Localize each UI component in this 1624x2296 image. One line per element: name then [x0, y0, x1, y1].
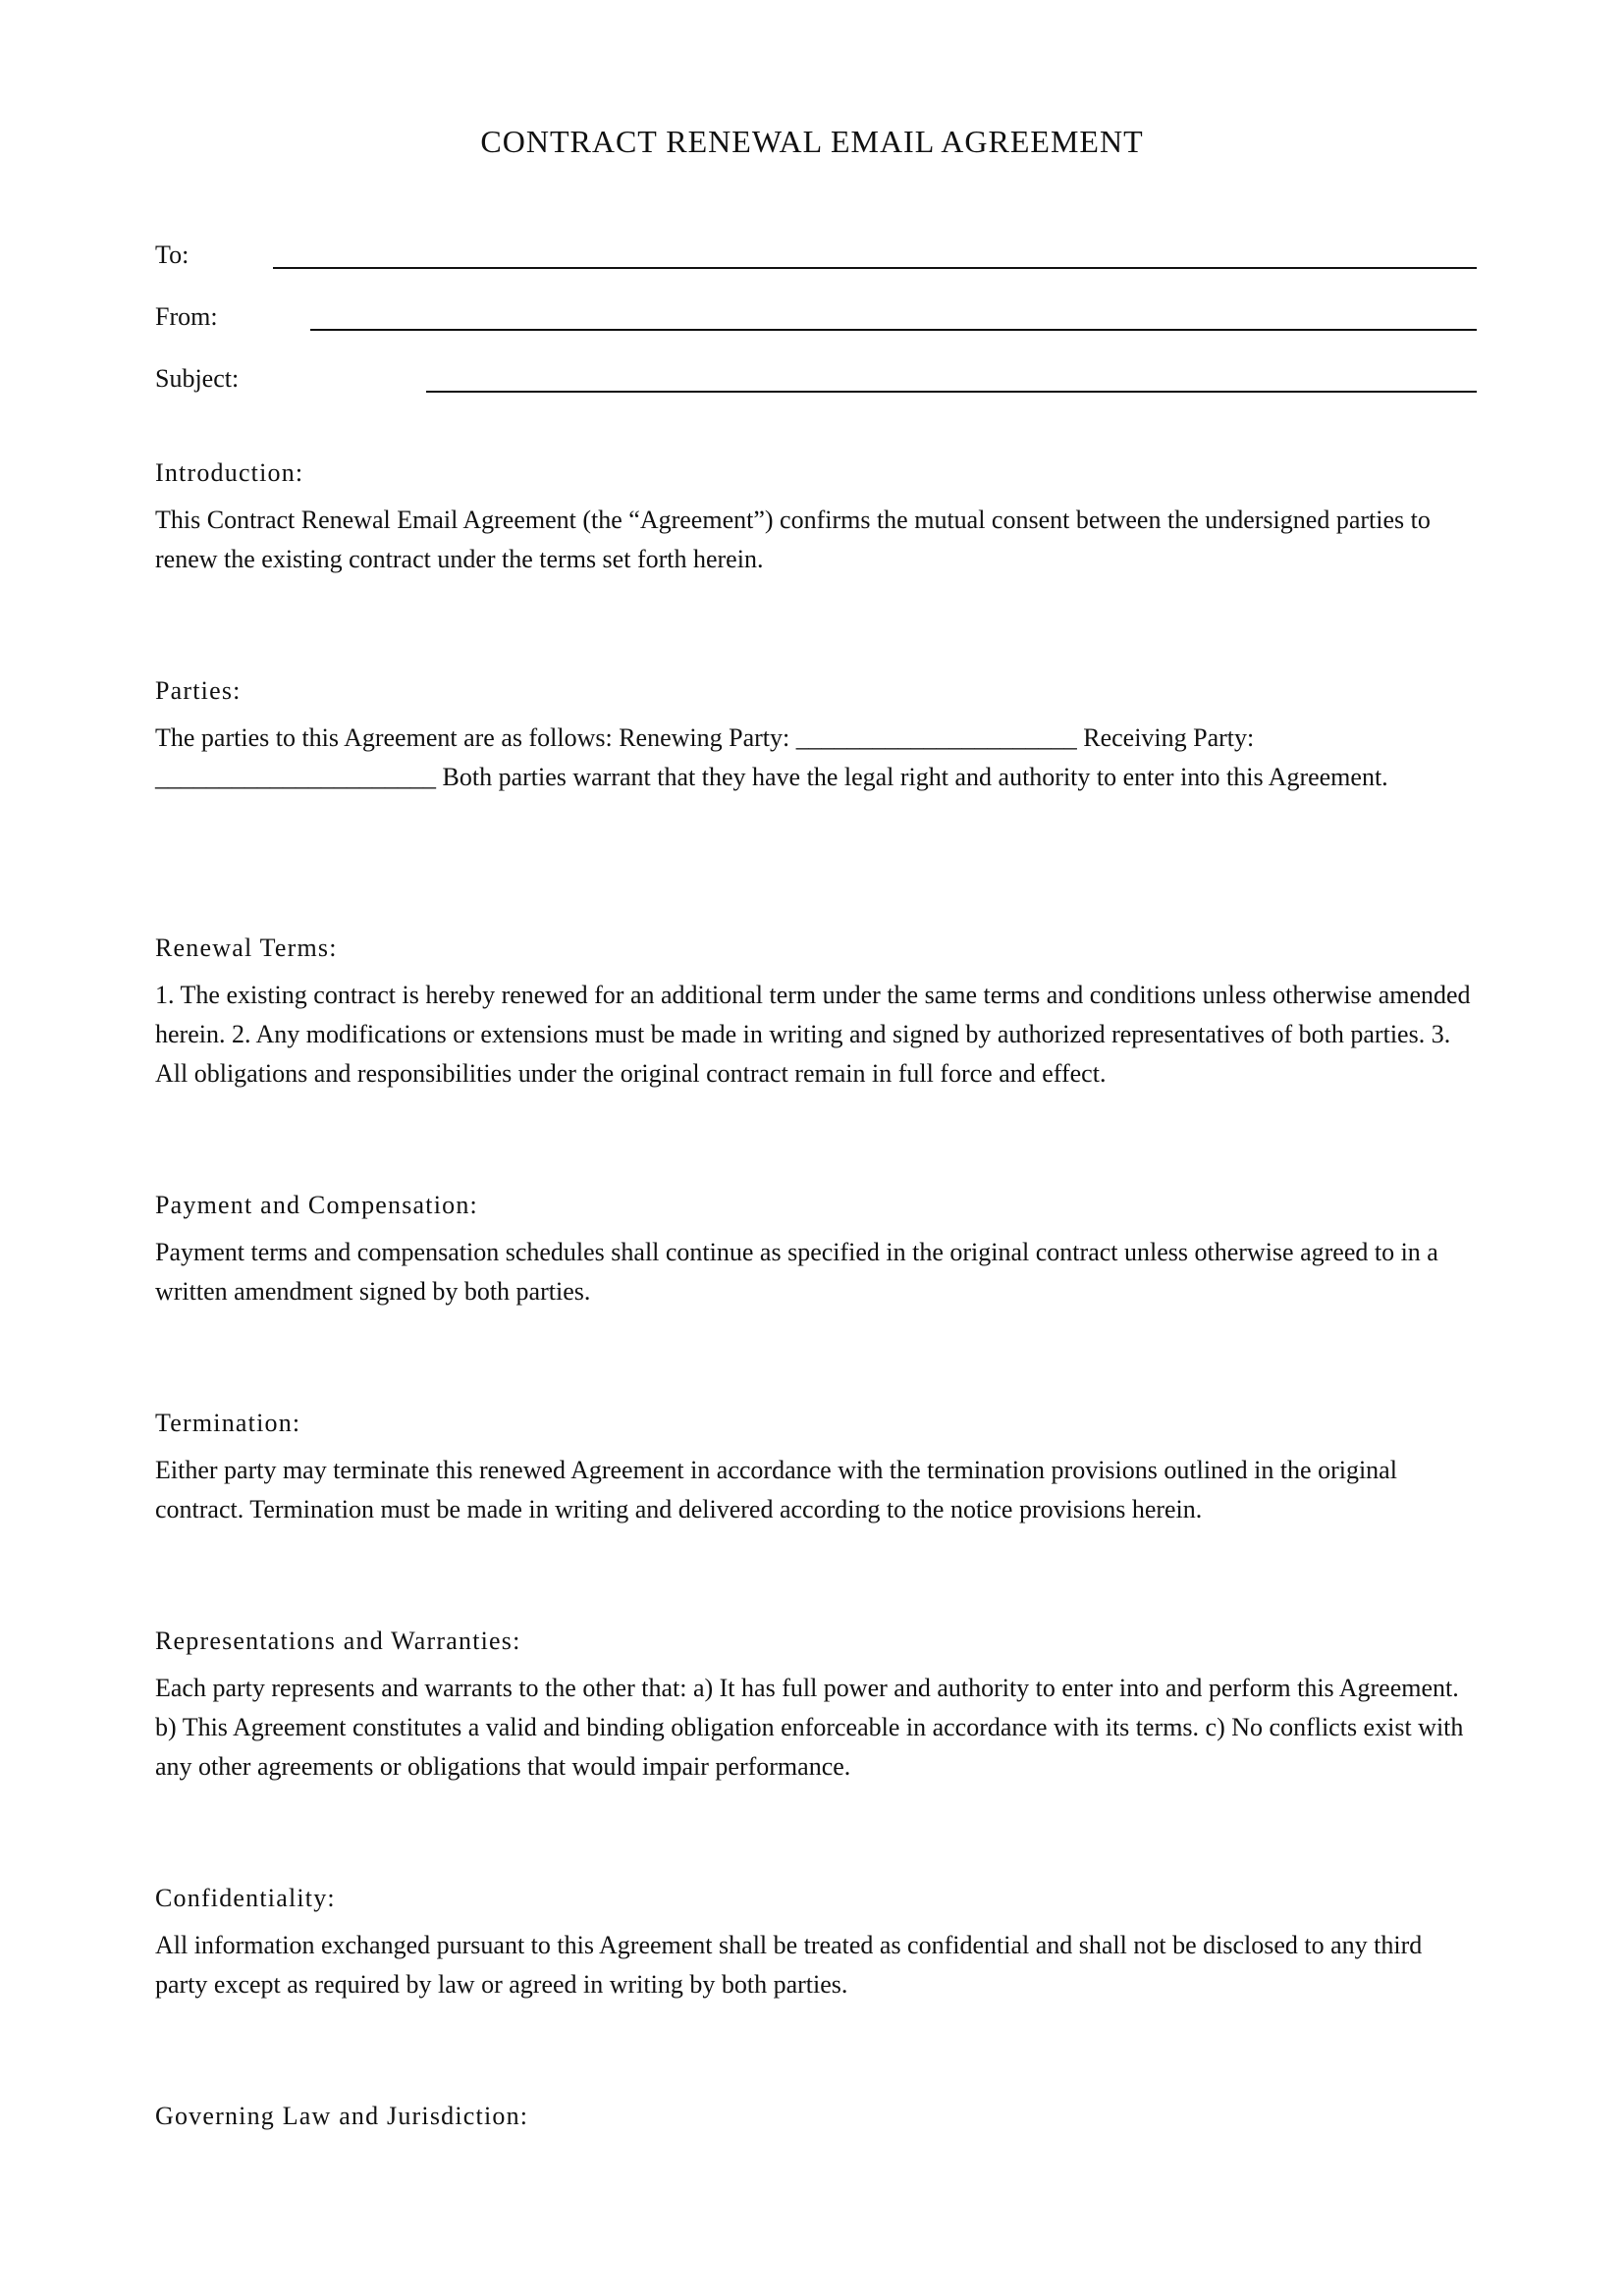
confidentiality-body: All information exchanged pursuant to this Agreement shall be treated as confidential and shall not be disclosed to any third party except as required by law or agreed in writing by both parties. — [155, 1931, 1423, 1999]
subject-label: Subject: — [155, 364, 240, 393]
from-line[interactable] — [310, 329, 1477, 331]
renewal-terms-body: 1. The existing contract is hereby renewed for an additional term under the same terms and conditions unless otherwise amended herein. 2. Any modifications or extensions must be made in writing and signed by authorized representatives of both parties. 3. All obligations and responsibilities under the original contract remain in full force and effect. — [155, 981, 1471, 1088]
to-field — [155, 236, 1477, 275]
confidentiality-heading: Confidentiality: — [155, 1884, 336, 1912]
subject-field — [155, 359, 1477, 399]
termination-heading: Termination: — [155, 1409, 301, 1437]
renewal-terms-heading: Renewal Terms: — [155, 934, 338, 962]
parties-text-3: Both parties warrant that they have the legal right and authority to enter into this Agreement. — [436, 763, 1388, 791]
introduction-heading: Introduction: — [155, 458, 304, 487]
document-title: CONTRACT RENEWAL EMAIL AGREEMENT — [480, 124, 1144, 159]
governing-law-heading: Governing Law and Jurisdiction: — [155, 2102, 529, 2130]
parties-body — [155, 719, 1481, 797]
from-label: From: — [155, 302, 218, 331]
to-label: To: — [155, 240, 189, 269]
subject-line[interactable] — [426, 391, 1477, 393]
receiving-party-blank[interactable]: ______________________ — [155, 763, 436, 791]
representations-heading: Representations and Warranties: — [155, 1627, 521, 1655]
from-field — [155, 297, 1477, 337]
payment-body: Payment terms and compensation schedules shall continue as specified in the original contract unless otherwise agreed to in a written amendment signed by both parties. — [155, 1238, 1438, 1306]
representations-body: Each party represents and warrants to the other that: a) It has full power and authority to enter into and perform this Agreement. b) This Agreement constitutes a valid and binding obligation enforceable in accordance with its terms. c) No conflicts exist with any other agreements or obligations that would impair performance. — [155, 1674, 1464, 1781]
to-line[interactable] — [273, 267, 1477, 269]
introduction-body: This Contract Renewal Email Agreement (the “Agreement”) confirms the mutual consent between the undersigned parties to renew the existing contract under the terms set forth herein. — [155, 506, 1431, 573]
parties-text-1: The parties to this Agreement are as follows: Renewing Party: — [155, 723, 796, 752]
termination-body: Either party may terminate this renewed Agreement in accordance with the termination provisions outlined in the original contract. Termination must be made in writing and delivered according to the notice provisions herein. — [155, 1456, 1397, 1523]
parties-text-2: Receiving Party: — [1076, 723, 1255, 752]
renewing-party-blank[interactable]: ______________________ — [795, 723, 1077, 752]
parties-heading: Parties: — [155, 676, 242, 705]
payment-heading: Payment and Compensation: — [155, 1191, 478, 1219]
